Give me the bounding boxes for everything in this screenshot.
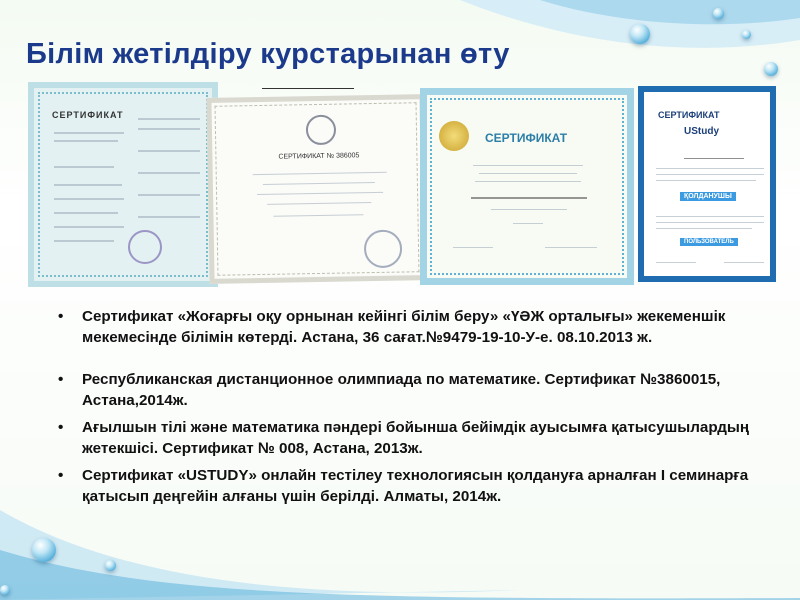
list-item	[52, 465, 772, 507]
certificate-heading: СЕРТИФИКАТ № 386005	[278, 152, 360, 161]
bullet-marker: •	[58, 419, 64, 436]
certificate-heading: СЕРТИФИКАТ	[485, 131, 568, 145]
list-item-text: Сертификат «Жоғарғы оқу орнынан кейінгі білім беру» «ҮӘЖ орталығы» жекеменшік мекемесінде білімін көтерді. Астана, 36 сағат.№9479-19-10-У-е. 08.10.2013 ж.	[82, 308, 726, 346]
water-drop-icon	[105, 560, 116, 571]
stamp-label-2: ПОЛЬЗОВАТЕЛЬ	[680, 238, 738, 246]
water-drop-icon	[764, 62, 778, 76]
list-item	[52, 306, 772, 348]
list-item-text: Сертификат «USTUDY» онлайн тестілеу технологиясын қолдануға арналған I семинарға қатысып деңгейін алғаны үшін берілді. Алматы, 2014ж.	[82, 467, 749, 505]
gold-seal-icon	[439, 121, 469, 151]
certificate-heading: СЕРТИФИКАТ	[658, 110, 720, 120]
certificate-heading: СЕРТИФИКАТ	[52, 110, 124, 120]
water-drop-icon	[0, 585, 10, 595]
certificate-image-3	[420, 88, 634, 285]
water-drop-icon	[32, 538, 56, 562]
list-item-text: Республиканская дистанционное олимпиада по математике. Сертификат №3860015, Астана,2014ж.	[82, 371, 721, 409]
water-drop-icon	[713, 8, 724, 19]
list-item	[52, 369, 772, 411]
bullet-marker: •	[58, 467, 64, 484]
certificate-image-4	[638, 86, 776, 282]
title-underline	[262, 88, 354, 89]
bullet-marker: •	[58, 371, 64, 388]
certificate-image-1	[28, 82, 218, 287]
list-item-text: Ағылшын тілі және математика пәндері бойынша бейімдік ауысымға қатысушылардың жетекшісі. Сертификат № 008, Астана, 2013ж.	[82, 419, 750, 457]
water-drop-icon	[742, 30, 751, 39]
bullet-marker: •	[58, 308, 64, 325]
ustudy-logo: UStudy	[684, 126, 719, 137]
list-item	[52, 417, 772, 459]
water-drop-icon	[630, 24, 650, 44]
stamp-label: ҚОЛДАНУШЫ	[680, 192, 736, 201]
bullet-list	[52, 306, 772, 507]
seal-icon	[128, 230, 162, 264]
certificate-image-2	[206, 94, 427, 284]
page-title: Білім жетілдіру курстарынан өту	[26, 38, 510, 70]
